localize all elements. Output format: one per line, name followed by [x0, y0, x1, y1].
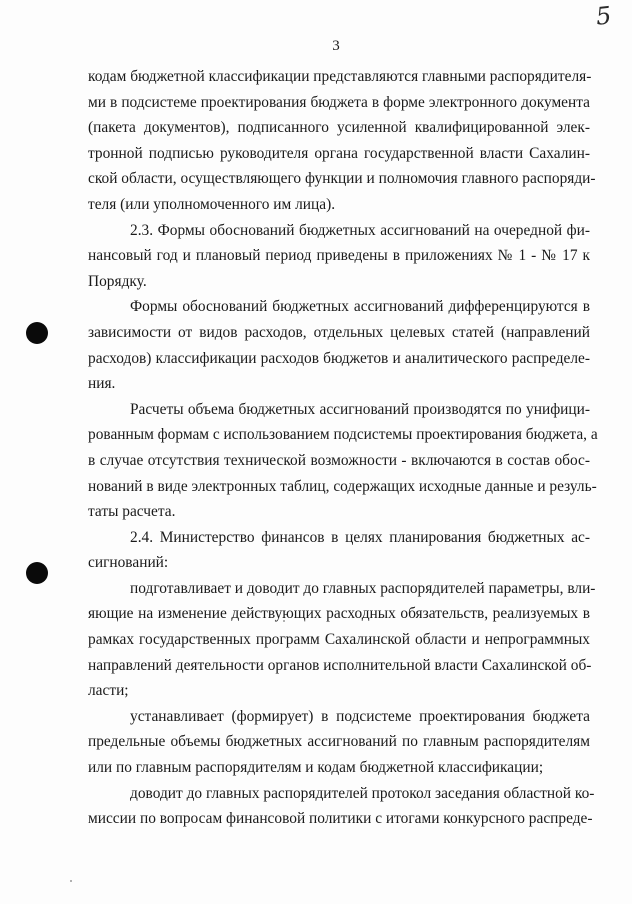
- text-line: нований в виде электронных таблиц, содержащих исходные данные и резуль-: [88, 477, 597, 495]
- text-line: зависимости от видов расходов, отдельных целевых статей (направлений: [88, 323, 590, 341]
- text-line: Порядку.: [88, 272, 147, 290]
- text-line: Расчеты объема бюджетных ассигнований производятся по унифици-: [130, 400, 590, 418]
- punch-hole-bottom: [26, 562, 48, 584]
- text-line: рованным формам с использованием подсистемы проектирования бюджета, а: [88, 426, 598, 444]
- page-number: 3: [332, 38, 340, 54]
- text-line: (пакета документов), подписанного усиленной квалифицированной элек-: [88, 119, 590, 137]
- text-line: рамках государственных программ Сахалинской области и непрограммных: [88, 631, 590, 649]
- text-line: предельные объемы бюджетных ассигнований по главным распорядителям: [88, 733, 590, 751]
- scan-speck: [70, 880, 72, 882]
- handwritten-page-mark: 5: [594, 1, 613, 31]
- text-line: ласти;: [88, 682, 129, 700]
- text-line: тронной подписью руководителя органа государственной власти Сахалин-: [88, 144, 590, 162]
- text-line: таты расчета.: [88, 503, 176, 521]
- text-line: подготавливает и доводит до главных распорядителей параметры, вли-: [130, 579, 596, 597]
- text-line: или по главным распорядителям и кодам бюджетной классификации;: [88, 759, 544, 777]
- text-line: Формы обоснований бюджетных ассигнований дифференцируются в: [130, 298, 590, 316]
- punch-hole-top: [26, 322, 48, 344]
- text-line: теля (или уполномоченного им лица).: [88, 195, 336, 213]
- text-line: 2.4. Министерство финансов в целях планирования бюджетных ас-: [130, 528, 590, 546]
- text-line: 2.3. Формы обоснований бюджетных ассигнований на очередной фи-: [130, 221, 590, 239]
- text-line: миссии по вопросам финансовой политики с итогами конкурсного распреде-: [88, 810, 593, 828]
- text-line: сигнований:: [88, 554, 169, 572]
- text-line: ми в подсистеме проектирования бюджета в форме электронного документа: [88, 93, 590, 111]
- text-line: нансовый год и плановый период приведены в приложениях № 1 - № 17 к: [88, 247, 590, 265]
- text-line: направлений деятельности органов исполнительной власти Сахалинской об-: [88, 656, 592, 674]
- text-line: в случае отсутствия технической возможности - включаются в состав обос-: [88, 451, 590, 469]
- text-line: кодам бюджетной классификации представляются главными распорядителя-: [88, 68, 592, 85]
- text-line: расходов) классификации расходов бюджетов и аналитического распределе-: [88, 349, 590, 367]
- text-line: ской области, осуществляющего функции и полномочия главного распоряди-: [88, 170, 596, 188]
- text-line: доводит до главных распорядителей протокол заседания областной ко-: [130, 784, 595, 802]
- text-line: ния.: [88, 375, 116, 393]
- body-text: [88, 64, 598, 832]
- text-line: яющие на изменение действующих расходных обязательств, реализуемых в: [88, 605, 590, 623]
- text-line: устанавливает (формирует) в подсистеме проектирования бюджета: [130, 707, 590, 725]
